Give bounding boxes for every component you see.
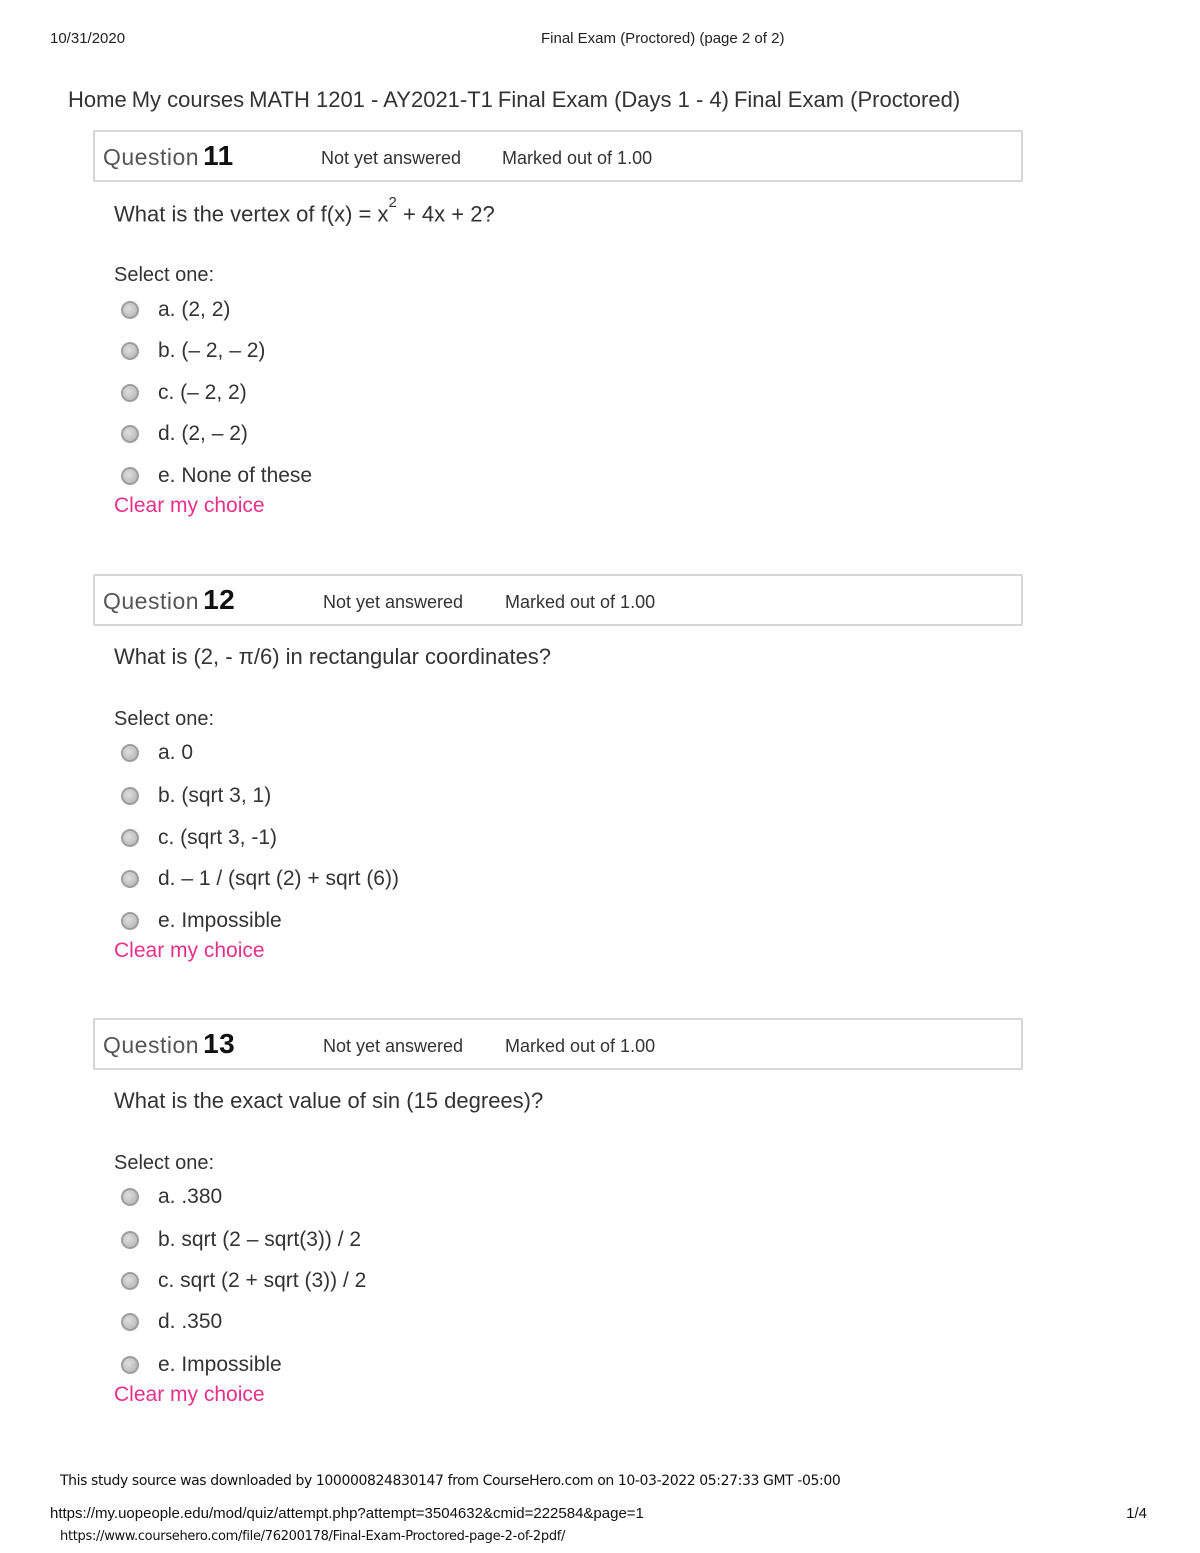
source-url: https://www.coursehero.com/file/76200178/Final-Exam-Proctored-page-2-of-2pdf/: [60, 1529, 566, 1544]
option-a[interactable]: a. 0: [121, 738, 193, 768]
breadcrumb-home[interactable]: Home: [68, 87, 127, 112]
question-label: Question 11: [103, 140, 234, 171]
breadcrumb: [68, 87, 965, 113]
question-marks: Marked out of 1.00: [505, 1036, 656, 1056]
question-marks: Marked out of 1.00: [502, 148, 653, 168]
print-header-date: 10/31/2020: [50, 30, 126, 47]
radio-button[interactable]: [121, 829, 139, 847]
radio-button[interactable]: [121, 1272, 139, 1290]
select-one-label: Select one:: [114, 1152, 215, 1174]
radio-button[interactable]: [121, 1356, 139, 1374]
option-a[interactable]: a. .380: [121, 1182, 222, 1212]
print-header-title: Final Exam (Proctored) (page 2 of 2): [541, 30, 785, 47]
radio-button[interactable]: [121, 425, 139, 443]
question-info-box: [93, 130, 1023, 182]
question-text: What is (2, - π/6) in rectangular coordinates?: [114, 644, 552, 669]
question-state: Not yet answered: [321, 148, 462, 168]
question-state: Not yet answered: [323, 1036, 464, 1056]
radio-button[interactable]: [121, 467, 139, 485]
page-number: 1/4: [1126, 1505, 1147, 1522]
breadcrumb-quiz[interactable]: Final Exam (Proctored): [733, 87, 961, 112]
radio-button[interactable]: [121, 301, 139, 319]
question-info-box: [93, 1018, 1023, 1070]
option-d[interactable]: d. .350: [121, 1307, 222, 1337]
option-d[interactable]: d. – 1 / (sqrt (2) + sqrt (6)): [121, 864, 399, 894]
breadcrumb-course[interactable]: MATH 1201 - AY2021-T1: [249, 87, 493, 112]
radio-button[interactable]: [121, 342, 139, 360]
download-note: This study source was downloaded by 100000824830147 from CourseHero.com on 10-03-2022 05:27:33 GMT -05:00: [60, 1473, 841, 1489]
breadcrumb-my-courses[interactable]: My courses: [131, 87, 245, 112]
option-c[interactable]: c. (– 2, 2): [121, 378, 247, 408]
radio-button[interactable]: [121, 384, 139, 402]
question-number: 12: [203, 584, 236, 615]
option-d[interactable]: d. (2, – 2): [121, 419, 248, 449]
question-number: 13: [203, 1028, 236, 1059]
option-c[interactable]: c. (sqrt 3, -1): [121, 823, 277, 853]
select-one-label: Select one:: [114, 264, 215, 286]
exponent: 2: [388, 194, 397, 211]
option-b[interactable]: b. sqrt (2 – sqrt(3)) / 2: [121, 1225, 361, 1255]
question-label: Question 13: [103, 1028, 236, 1059]
option-a[interactable]: a. (2, 2): [121, 295, 230, 325]
question-state: Not yet answered: [323, 592, 464, 612]
option-e[interactable]: e. None of these: [121, 461, 312, 491]
breadcrumb-section[interactable]: Final Exam (Days 1 - 4): [497, 87, 729, 112]
radio-button[interactable]: [121, 1313, 139, 1331]
question-marks: Marked out of 1.00: [505, 592, 656, 612]
radio-button[interactable]: [121, 870, 139, 888]
radio-button[interactable]: [121, 744, 139, 762]
clear-choice-link[interactable]: Clear my choice: [114, 1383, 265, 1406]
page-url: https://my.uopeople.edu/mod/quiz/attempt.php?attempt=3504632&cmid=222584&page=1: [50, 1505, 644, 1522]
clear-choice-link[interactable]: Clear my choice: [114, 939, 265, 962]
option-c[interactable]: c. sqrt (2 + sqrt (3)) / 2: [121, 1266, 366, 1296]
radio-button[interactable]: [121, 1231, 139, 1249]
question-text: What is the vertex of $f(x) = x^2 + 4x + 2$?: [114, 194, 495, 227]
question-13: [93, 1018, 1023, 1406]
option-e[interactable]: e. Impossible: [121, 906, 282, 936]
question-label: Question 12: [103, 584, 236, 615]
question-text: What is the exact value of sin (15 degrees)?: [114, 1088, 544, 1113]
option-e[interactable]: e. Impossible: [121, 1350, 282, 1380]
question-12: [93, 574, 1023, 962]
question-info-box: [93, 574, 1023, 626]
select-one-label: Select one:: [114, 708, 215, 730]
radio-button[interactable]: [121, 1188, 139, 1206]
radio-button[interactable]: [121, 787, 139, 805]
radio-button[interactable]: [121, 912, 139, 930]
question-11: [93, 130, 1023, 517]
question-number: 11: [203, 140, 234, 171]
option-b[interactable]: b. (sqrt 3, 1): [121, 781, 271, 811]
clear-choice-link[interactable]: Clear my choice: [114, 494, 265, 517]
option-b[interactable]: b. (– 2, – 2): [121, 336, 265, 366]
